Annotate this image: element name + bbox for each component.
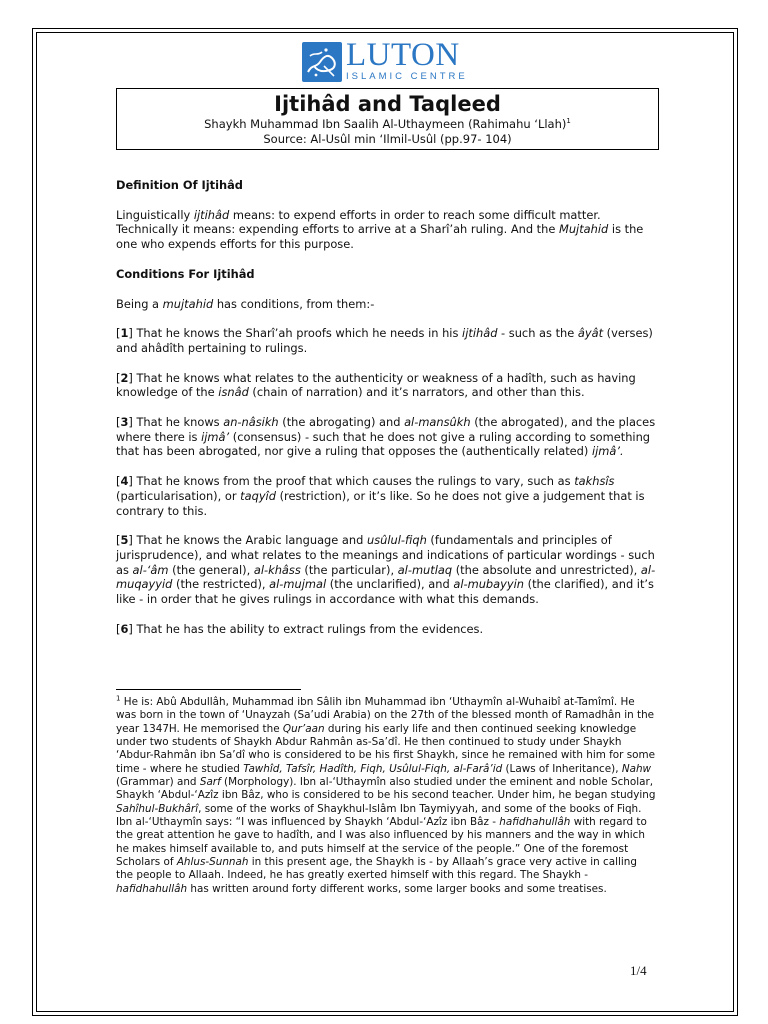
condition-5: [5] That he knows the Arabic language and usûlul-fiqh (fundamentals and principles of jurisprudence), and what relates to the meanings and indications of particular wordings - such as al-‘âm (the general), al-khâss (the particular), al-mutlaq (the absolute and unrestricted), al-muqayyid (the restricted), al-mujmal (the unclarified), and al-mubayyin (the clarified), and it’s like - in order that he gives rulings in accordance with what this demands. (116, 533, 656, 607)
text: (restriction), or it’s like. So he does not give a judgement that is contrary to this. (116, 488, 645, 518)
text: (chain of narration) and it’s narrators, and other than this. (248, 385, 585, 400)
term: ijmâ’. (591, 444, 624, 459)
document-body (116, 178, 656, 651)
title-box (116, 88, 659, 150)
condition-number: 4 (120, 474, 129, 489)
term: al-mubayyin (453, 577, 525, 592)
term: hafidhahullâh (116, 882, 188, 895)
text: That he knows the Arabic language and (132, 533, 367, 548)
text: (the abrogating) and (278, 415, 405, 430)
logo-name: LUTON (346, 37, 460, 73)
term: takhsîs (574, 474, 615, 489)
footnote-1 (116, 696, 656, 896)
calligraphy-icon (302, 42, 342, 82)
term: âyât (577, 326, 604, 341)
page-number: 1/4 (630, 963, 647, 978)
author: Shaykh Muhammad Ibn Saalih Al-Uthaymeen (Rahimahu ‘Llah) (204, 117, 567, 131)
condition-3: [3] That he knows an-nâsikh (the abrogating) and al-mansûkh (the abrogated), and the places where there is ijmâ’ (consensus) - such that he does not give a ruling according to something that has been abrogated, nor give a ruling that opposes the (authentically related) ijmâ’. (116, 415, 656, 459)
text: (Grammar) and (116, 776, 200, 789)
text: is the one who expends efforts for this purpose. (116, 222, 644, 252)
text: (Morphology). Ibn al-‘Uthaymîn also studied under the eminent and noble Scholar, Shaykh ‘Abdul-‘Azîz ibn Bâz, who is considered to be his second teacher. Under him, he began studying (116, 776, 656, 802)
term: ijtihâd (462, 326, 498, 341)
definition-heading: Definition Of Ijtihâd (116, 178, 243, 192)
term: hafidhahullâh (499, 816, 571, 829)
term: Nahw (621, 762, 652, 775)
term: Qur’aan (282, 722, 325, 735)
term: mujtahid (162, 296, 214, 311)
author-line (117, 117, 658, 132)
condition-6: [6] That he has the ability to extract rulings from the evidences. (116, 621, 484, 636)
luton-logo (302, 37, 468, 82)
term: al-mutlaq (397, 562, 453, 577)
text: (the unclarified), and (326, 577, 454, 592)
text: in this present age, the Shaykh is - by Allaah’s grace very active in calling the people to Allaah. Indeed, he has greatly exerted himself with this regard. The Shaykh - (116, 856, 637, 882)
footnote-number: 1 (116, 694, 121, 703)
text: Linguistically (116, 207, 194, 222)
condition-2: [2] That he knows what relates to the authenticity or weakness of a hadîth, such as having knowledge of the isnâd (chain of narration) and it’s narrators, and other than this. (116, 370, 636, 400)
text: (the abrogated), and the places where there is (116, 415, 656, 444)
term: Sahîhul-Bukhârî (116, 802, 199, 815)
text: (the general), (168, 562, 254, 577)
text: Being a (116, 296, 163, 311)
text: (the restricted), (172, 577, 270, 592)
text: That he knows from the proof that which causes the rulings to vary, such as (132, 474, 575, 489)
term: al-muqayyid (116, 562, 656, 592)
term: usûlul-fiqh (366, 533, 427, 548)
source-line: Source: Al-Usûl min ‘Ilmil-Usûl (pp.97- 104) (263, 132, 512, 146)
condition-number: 5 (120, 533, 129, 548)
condition-number: 3 (120, 415, 129, 430)
term: Ahlus-Sunnah (176, 856, 249, 869)
term: Tawhîd, Tafsîr, Hadîth, Fiqh, Usûlul-Fiqh, al-Farâ’id (243, 762, 503, 775)
text: with regard to the great attention he gave to hadîth, and I was also influenced by his manners and the way in which he makes himself available to, and puts himself at the service of the people.” One of the foremost Scholars of (116, 816, 647, 869)
footnote-ref: 1 (566, 117, 571, 126)
footnote-separator (116, 689, 301, 690)
text: That he knows the Sharî’ah proofs which he needs in his (132, 326, 463, 341)
text: (the particular), (300, 562, 398, 577)
term: al-‘âm (132, 562, 169, 577)
text: , some of the works of Shaykhul-Islâm Ibn Taymiyyah, and some of the books of Fiqh. Ibn al-‘Uthaymîn says: “I was influenced by Shaykh ‘Abdul-‘Azîz ibn Bâz - (116, 802, 642, 829)
term: isnâd (218, 385, 249, 400)
conditions-heading: Conditions For Ijtihâd (116, 266, 255, 281)
text: (verses) and ahâdîth pertaining to rulings. (116, 326, 653, 355)
term: Sarf (199, 776, 221, 789)
term: Mujtahid (559, 222, 609, 237)
condition-number: 1 (120, 326, 129, 341)
text: (the absolute and unrestricted), (452, 562, 641, 577)
text: (consensus) - such that he does not give a ruling according to something that has been abrogated, nor give a ruling that opposes the (authentically related) (116, 429, 651, 459)
text: (particularisation), or (116, 488, 241, 503)
term: al-mujmal (269, 577, 327, 592)
term: ijtihâd (193, 207, 230, 222)
text: That he has the ability to extract rulings from the evidences. (132, 621, 484, 636)
logo-subtitle: ISLAMIC CENTRE (346, 71, 468, 82)
conditions-intro (116, 297, 656, 312)
document-title: Ijtihâd and Taqleed (274, 92, 501, 116)
term: al-khâss (253, 562, 301, 577)
text: - such as the (497, 326, 578, 341)
condition-4: [4] That he knows from the proof that which causes the rulings to vary, such as takhsîs (particularisation), or taqyîd (restriction), or it’s like. So he does not give a judgement that is contrary to this. (116, 474, 645, 518)
term: an-nâsikh (223, 415, 279, 430)
text: means: to expend efforts in order to reach some difficult matter. Technically it means: expending efforts to arrive at a Sharî’ah ruling. And the (116, 207, 601, 237)
text: has written around forty different works, some larger books and some treatises. (187, 882, 607, 895)
text: (the clarified), and it’s like - in order that he gives rulings in accordance with what this demands. (116, 577, 654, 607)
text: has conditions, from them:- (213, 296, 375, 311)
text: during his early life and then continued seeking knowledge under two students of Shaykh Abdur Rahmân as-Sa’dî. He then continued to study under Shaykh ‘Abdur-Rahmân ibn Sa’dî who is considered to be his first Shaykh, since he remained with him for some time - where he studied (116, 722, 656, 775)
condition-number: 6 (120, 621, 129, 636)
text: That he knows (132, 415, 224, 430)
text: (fundamentals and principles of jurisprudence), and what relates to the meanings and indications of particular wordings - such as (116, 533, 655, 577)
text: He is: Abû Abdullâh, Muhammad ibn Sâlih ibn Muhammad ibn ‘Uthaymîn al-Wuhaibî at-Tamîmî. He was born in the town of ‘Unayzah (Sa’udi Arabia) on the 27th of the blessed month of Ramadhân in the year 1347H. He memorised the (116, 696, 655, 735)
condition-number: 2 (120, 370, 129, 385)
text: That he knows what relates to the authenticity or weakness of a hadîth, such as having knowledge of the (116, 370, 636, 400)
definition-paragraph (116, 208, 656, 252)
term: al-mansûkh (404, 415, 471, 430)
condition-1: [1] That he knows the Sharî’ah proofs which he needs in his ijtihâd - such as the âyât (verses) and ahâdîth pertaining to rulings. (116, 326, 653, 355)
text: (Laws of Inheritance), (502, 762, 622, 775)
term: ijmâ’ (201, 429, 230, 444)
term: taqyîd (240, 488, 276, 503)
